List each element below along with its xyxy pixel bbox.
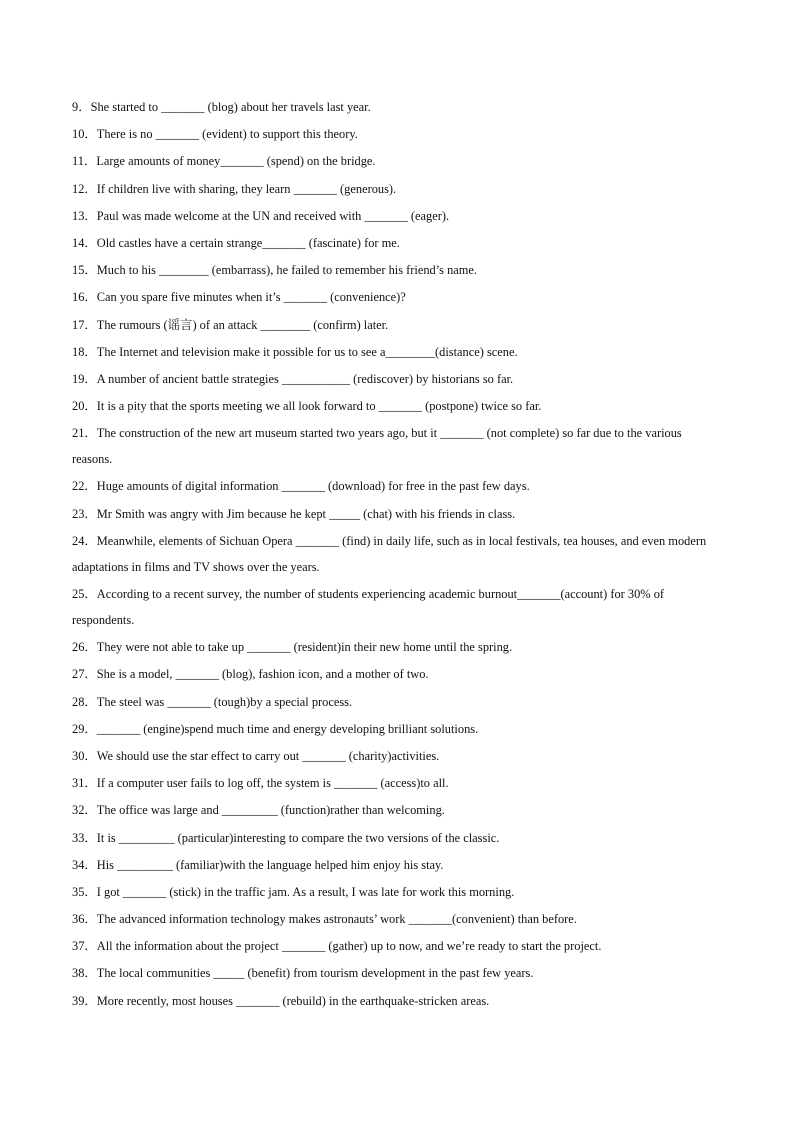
question-number: 38． — [72, 966, 97, 981]
question-number: 35． — [72, 884, 97, 899]
question-item — [72, 581, 722, 633]
question-number: 12． — [72, 181, 97, 196]
question-number: 28． — [72, 694, 97, 709]
question-item — [72, 852, 722, 878]
question-number: 9． — [72, 100, 91, 114]
question-text: More recently, most houses _______ (rebuild) in the earthquake-stricken areas. — [96, 993, 490, 1008]
question-item — [72, 988, 722, 1014]
question-item — [72, 797, 722, 823]
question-text: The construction of the new art museum started two years ago, but it _______ (not complete) so far due to the various reasons. — [72, 426, 682, 467]
question-text: She is a model, _______ (blog), fashion icon, and a mother of two. — [96, 667, 429, 682]
question-text: _______ (engine)spend much time and energy developing brilliant solutions. — [96, 721, 479, 736]
question-text: Huge amounts of digital information _______ (download) for free in the past few days. — [96, 479, 530, 494]
question-number: 10． — [72, 127, 97, 142]
question-item — [72, 879, 722, 905]
question-text: Can you spare five minutes when it’s _______ (convenience)? — [96, 290, 406, 305]
question-text: The steel was _______ (tough)by a special process. — [96, 694, 353, 709]
question-item — [72, 203, 722, 229]
question-text: We should use the star effect to carry out _______ (charity)activities. — [96, 748, 440, 763]
question-item — [72, 94, 722, 120]
question-text: Paul was made welcome at the UN and received with _______ (eager). — [96, 208, 450, 223]
question-item — [72, 501, 722, 527]
question-text: They were not able to take up _______ (resident)in their new home until the spring. — [96, 640, 513, 655]
question-item — [72, 770, 722, 796]
question-item — [72, 960, 722, 986]
worksheet-page — [72, 94, 722, 1015]
question-number: 14． — [72, 235, 97, 250]
question-number: 39． — [72, 993, 97, 1008]
question-item — [72, 933, 722, 959]
question-item — [72, 906, 722, 932]
question-number: 16． — [72, 290, 97, 305]
question-text: Much to his ________ (embarrass), he failed to remember his friend’s name. — [96, 263, 478, 278]
question-text: The office was large and _________ (function)rather than welcoming. — [96, 803, 445, 818]
question-text: It is a pity that the sports meeting we all look forward to _______ (postpone) twice so far. — [96, 399, 542, 414]
question-item — [72, 743, 722, 769]
question-item — [72, 148, 722, 174]
question-number: 18． — [72, 344, 97, 359]
question-item — [72, 528, 722, 580]
question-text: If a computer user fails to log off, the system is _______ (access)to all. — [96, 776, 449, 791]
question-number: 36． — [72, 912, 97, 927]
question-number: 31． — [72, 776, 97, 791]
question-item — [72, 176, 722, 202]
question-number: 22． — [72, 479, 97, 494]
question-number: 25． — [72, 587, 97, 601]
question-item — [72, 689, 722, 715]
question-number: 19． — [72, 371, 97, 386]
question-item — [72, 716, 722, 742]
question-text: All the information about the project _______ (gather) up to now, and we’re ready to start the project. — [96, 939, 602, 954]
question-item — [72, 634, 722, 660]
question-text: A number of ancient battle strategies ___________ (rediscover) by historians so far. — [96, 371, 514, 386]
question-number: 34． — [72, 857, 97, 872]
question-text: The Internet and television make it possible for us to see a________(distance) scene. — [96, 344, 518, 359]
question-item — [72, 661, 722, 687]
question-text: There is no _______ (evident) to support this theory. — [96, 127, 358, 142]
question-item — [72, 257, 722, 283]
question-item — [72, 393, 722, 419]
question-text: It is _________ (particular)interesting to compare the two versions of the classic. — [96, 830, 500, 845]
question-number: 13． — [72, 208, 97, 223]
question-text: I got _______ (stick) in the traffic jam. As a result, I was late for work this morning. — [96, 884, 515, 899]
question-number: 26． — [72, 640, 97, 655]
question-text: Old castles have a certain strange_______ (fascinate) for me. — [96, 235, 400, 250]
question-item — [72, 230, 722, 256]
question-number: 20． — [72, 399, 97, 414]
question-number: 27． — [72, 667, 97, 682]
question-number: 17． — [72, 317, 97, 332]
question-text: The advanced information technology makes astronauts’ work _______(convenient) than before. — [96, 912, 577, 927]
question-text: According to a recent survey, the number of students experiencing academic burnout_______(account) for 30% of respondents. — [72, 587, 665, 627]
question-item — [72, 284, 722, 310]
question-text: His _________ (familiar)with the language helped him enjoy his stay. — [96, 857, 444, 872]
question-number: 24． — [72, 533, 97, 548]
question-item — [72, 420, 722, 472]
question-text: The local communities _____ (benefit) from tourism development in the past few years. — [96, 966, 534, 981]
question-number: 32． — [72, 803, 97, 818]
question-text: The rumours (谣言) of an attack ________ (confirm) later. — [96, 317, 389, 332]
question-item — [72, 312, 722, 338]
question-number: 11． — [72, 154, 97, 169]
question-text: She started to _______ (blog) about her travels last year. — [90, 100, 371, 114]
question-item — [72, 825, 722, 851]
question-item — [72, 121, 722, 147]
question-text: Large amounts of money_______ (spend) on the bridge. — [96, 154, 376, 169]
question-item — [72, 473, 722, 499]
question-number: 15． — [72, 263, 97, 278]
question-item — [72, 366, 722, 392]
question-number: 29． — [72, 721, 97, 736]
question-number: 21． — [72, 426, 97, 441]
question-text: If children live with sharing, they learn _______ (generous). — [96, 181, 397, 196]
question-text: Mr Smith was angry with Jim because he kept _____ (chat) with his friends in class. — [96, 506, 516, 521]
question-number: 33． — [72, 830, 97, 845]
question-item — [72, 339, 722, 365]
question-number: 37． — [72, 939, 97, 954]
question-number: 23． — [72, 506, 97, 521]
question-text: Meanwhile, elements of Sichuan Opera _______ (find) in daily life, such as in local festivals, tea houses, and even modern adaptations in films and TV shows over the years. — [72, 533, 707, 574]
question-number: 30． — [72, 748, 97, 763]
